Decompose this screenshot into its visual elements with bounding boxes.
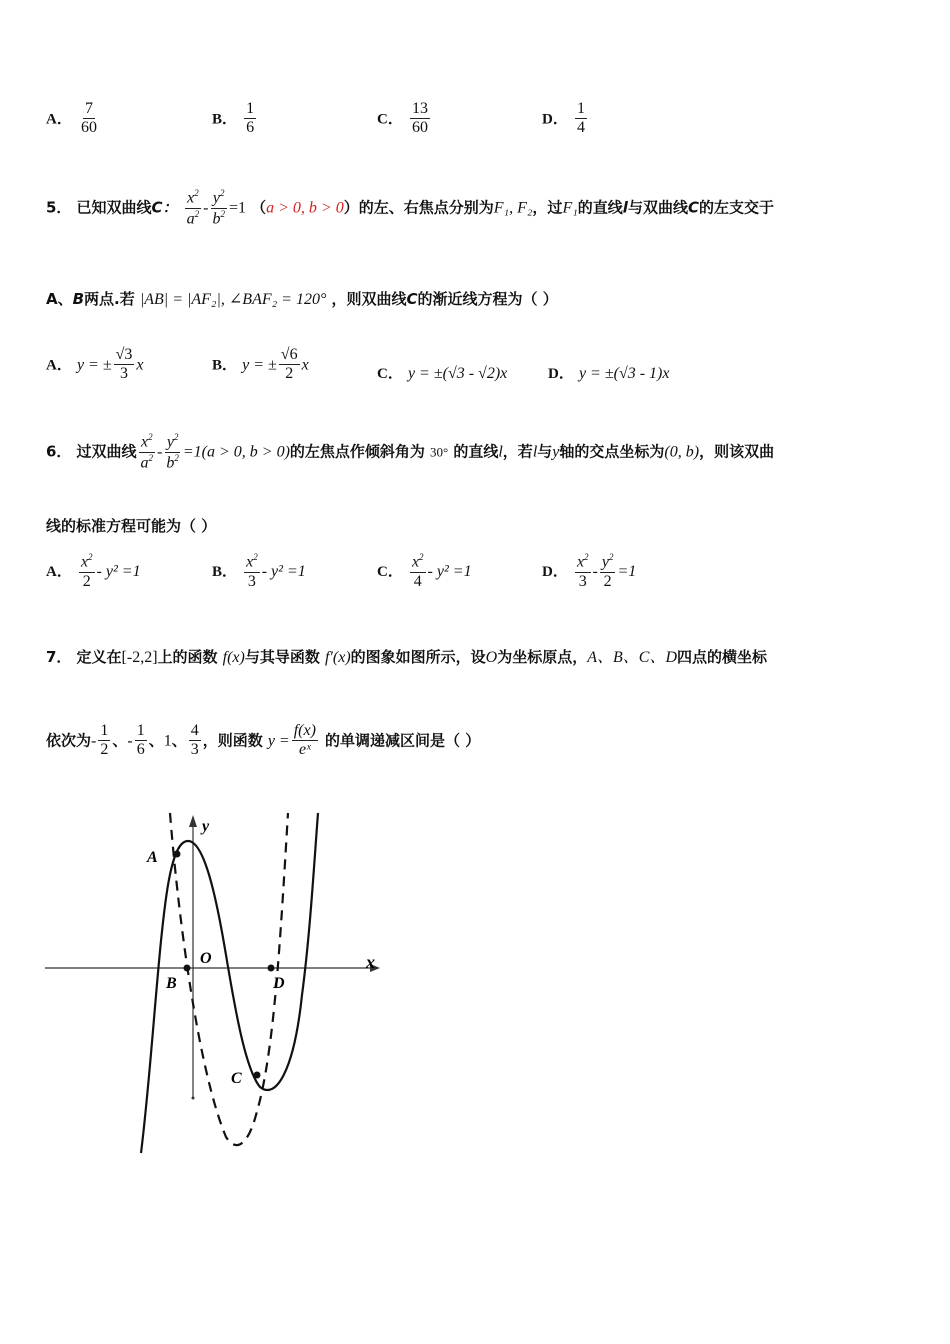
- minus-sign: -: [91, 732, 97, 750]
- stem-text: ，则函数: [202, 731, 263, 750]
- function-y: y =: [267, 732, 290, 750]
- option-label: B．: [212, 564, 238, 581]
- stem-text: 已知双曲线: [76, 198, 152, 217]
- condition: a > 0, b > 0: [266, 199, 344, 217]
- stem-text: 两点.若: [84, 290, 135, 308]
- option-label: C．: [377, 111, 403, 128]
- option-fraction: $\frac{x^2}{2}$: [80, 552, 93, 590]
- option-expr: y = ±: [76, 356, 112, 374]
- stem-text: 与其导函数: [244, 648, 320, 666]
- stem-text: 与双曲线: [627, 198, 688, 217]
- stem-text: 依次为: [46, 731, 92, 750]
- stem-text: 轴的交点坐标为: [559, 442, 665, 461]
- separator: 、: [112, 731, 128, 750]
- option-label: A．: [46, 357, 72, 374]
- label-b: B: [166, 975, 177, 992]
- numerator: 1: [575, 100, 587, 119]
- q6-stem-line1: 6． 过双曲线 $\frac{x^2}{a^2}$ - $\frac{y^2}{b^2}$ =1(a > 0, b > 0)的左焦点作倾斜角为 30° 的直线l，若l与y轴的交点坐标为(0, b)，则该双曲: [46, 432, 775, 472]
- numerator: 1: [244, 100, 256, 119]
- curve-name: C: [687, 198, 699, 217]
- stem-text: ，则该双曲: [699, 442, 775, 461]
- option-expr: y = ±: [242, 356, 277, 374]
- function-graph: [40, 805, 390, 1160]
- option-expr: y = ±(√3 - 1)x: [578, 365, 670, 382]
- q4-option-a[interactable]: [46, 100, 101, 138]
- separator: 、: [171, 731, 187, 750]
- minus-sign: -: [127, 732, 133, 750]
- foci: F₁, F₂: [493, 199, 533, 217]
- paren: （: [251, 198, 267, 217]
- option-expr: - y² =1: [427, 563, 472, 581]
- option-label: C．: [377, 366, 403, 382]
- function-f: f(x): [222, 649, 245, 666]
- question-number: 5．: [46, 198, 72, 217]
- option-expr: - y² =1: [261, 563, 306, 581]
- label-c: C: [231, 1070, 242, 1087]
- function-f-prime: f′(x): [324, 649, 351, 666]
- y-axis-arrow-icon: [189, 815, 197, 827]
- value: 1: [163, 732, 172, 750]
- option-expr: =1: [617, 563, 637, 581]
- option-label: C．: [377, 564, 403, 581]
- option-fraction: $\frac{y^2}{2}$: [601, 552, 614, 590]
- label-x: x: [366, 952, 375, 972]
- q7-stem-line1: [46, 644, 767, 667]
- focus-f1: F₁: [562, 199, 578, 217]
- point-c: [254, 1072, 261, 1079]
- stem-text: 过双曲线: [76, 442, 137, 461]
- point-a: [174, 851, 181, 858]
- q7-stem-line2: [46, 722, 480, 760]
- option-label: A．: [46, 111, 72, 128]
- hyperbola-y-term: $\frac{y^2}{b^2}$: [166, 432, 179, 472]
- value-fraction: $\frac{1}{2}$: [100, 722, 109, 759]
- option-label: B．: [212, 357, 238, 374]
- q4-option-b[interactable]: [212, 100, 258, 138]
- variable-x: x: [301, 356, 309, 374]
- option-label: D．: [542, 564, 568, 581]
- line-l: l: [498, 443, 503, 461]
- stem-text: 的左支交于: [698, 198, 774, 217]
- equation-rhs: =1: [228, 199, 247, 217]
- stem-text: 线的标准方程可能为（ ）: [46, 517, 217, 535]
- curve-name: C: [406, 290, 418, 308]
- point-b: [184, 965, 191, 972]
- q6-option-c[interactable]: [377, 552, 472, 591]
- stem-text: 的直线: [453, 442, 499, 461]
- q5-option-c[interactable]: [377, 362, 507, 383]
- option-fraction: [575, 100, 587, 138]
- separator: 、: [148, 731, 164, 750]
- stem-text: 与: [537, 442, 553, 461]
- option-fraction: [79, 100, 99, 138]
- points-list: A、B、C、D: [587, 649, 678, 666]
- axis-y: y: [552, 443, 560, 461]
- angle: 30°: [430, 444, 449, 460]
- condition: |AB| = |AF₂|, ∠BAF₂ = 120°: [139, 291, 327, 308]
- option-label: B．: [212, 111, 238, 128]
- numerator: 7: [83, 100, 95, 119]
- origin-o: O: [485, 649, 498, 666]
- question-number: 6．: [46, 442, 72, 461]
- point-b: B: [72, 290, 85, 308]
- q4-option-c[interactable]: [377, 100, 432, 138]
- option-fraction: $\frac{√3}{3}$: [115, 346, 133, 383]
- numerator: 13: [410, 100, 430, 119]
- hyperbola-x-term: $\frac{x^2}{a^2}$: [140, 432, 154, 472]
- option-fraction: $\frac{√6}{2}$: [280, 346, 298, 383]
- function-fraction: $\frac{f(x)}{\text{eˣ}}$: [293, 722, 316, 759]
- option-fraction: $\frac{x^2}{3}$: [246, 552, 258, 590]
- q5-option-b[interactable]: [212, 346, 309, 384]
- q5-option-d[interactable]: [548, 362, 669, 383]
- stem-text: ，若: [502, 442, 533, 461]
- stem-text: ，过: [532, 198, 563, 217]
- q6-option-d[interactable]: D． $\frac{x^2}{3}$ - $\frac{y^2}{2}$ =1: [542, 552, 637, 590]
- q6-option-a[interactable]: [46, 552, 141, 591]
- denominator: 4: [576, 119, 585, 137]
- value-fraction: $\frac{4}{3}$: [190, 722, 199, 759]
- equation-rhs: =1(a > 0, b > 0): [182, 443, 290, 461]
- option-label: D．: [548, 366, 574, 382]
- interval: [-2,2]: [121, 649, 158, 666]
- option-fraction: $\frac{x^2}{3}$: [576, 552, 589, 590]
- stem-text: 四点的横坐标: [677, 648, 768, 666]
- q4-option-d[interactable]: [542, 100, 589, 138]
- option-fraction: [244, 100, 256, 138]
- denominator: 60: [411, 119, 428, 137]
- option-fraction: [410, 100, 430, 138]
- q5-stem-line1: 5． 已知双曲线C： $\frac{x^2}{a^2}$ - $\frac{y^2}{b^2}$ =1 （a > 0, b > 0）的左、右焦点分别为F₁, F₂，过F₁的直线l与双曲线C的左支交于: [46, 188, 774, 228]
- option-label: D．: [542, 111, 568, 128]
- q6-option-b[interactable]: [212, 552, 306, 591]
- stem-text: 的直线: [577, 198, 623, 217]
- stem-text: 的图象如图所示，设: [350, 648, 486, 666]
- stem-text: 上的函数: [157, 648, 218, 666]
- label-a: A: [147, 849, 158, 866]
- stem-text: 的渐近线方程为（ ）: [417, 290, 558, 308]
- paren: ）: [343, 198, 359, 217]
- line-l: l: [532, 443, 538, 461]
- stem-text: 的单调递减区间是（ ）: [325, 731, 481, 750]
- stem-text: 为坐标原点，: [497, 648, 588, 666]
- stem-text: 的左、右焦点分别为: [358, 198, 494, 217]
- label-d: D: [273, 975, 285, 992]
- variable-x: x: [136, 356, 144, 374]
- label-y: y: [202, 818, 210, 835]
- option-expr: - y² =1: [96, 563, 141, 581]
- point-d: [268, 965, 275, 972]
- stem-text: 的左焦点作倾斜角为: [289, 442, 425, 461]
- denominator: 6: [246, 119, 255, 137]
- intersection-point: (0, b): [664, 443, 700, 461]
- hyperbola-x-term: $\frac{x^2}{a^2}$: [186, 188, 200, 228]
- value-fraction: $\frac{1}{6}$: [136, 722, 145, 759]
- question-number: 7．: [46, 648, 72, 666]
- q5-option-a[interactable]: [46, 346, 144, 384]
- stem-text: A、: [46, 290, 73, 308]
- option-expr: y = ±(√3 - √2)x: [407, 365, 508, 382]
- stem-text: 定义在: [76, 648, 122, 666]
- curve-name: C：: [151, 198, 178, 217]
- option-fraction: $\frac{x^2}{4}$: [411, 552, 424, 590]
- stem-text: ，则双曲线: [331, 290, 407, 308]
- hyperbola-y-term: $\frac{y^2}{b^2}$: [212, 188, 225, 228]
- line-l: l: [622, 198, 628, 217]
- q6-stem-line2: [46, 515, 216, 536]
- q5-stem-line2: [46, 288, 558, 309]
- label-o: O: [200, 950, 212, 967]
- y-axis-endpoint: [192, 1097, 195, 1100]
- denominator: 60: [80, 119, 97, 137]
- option-label: A．: [46, 564, 72, 581]
